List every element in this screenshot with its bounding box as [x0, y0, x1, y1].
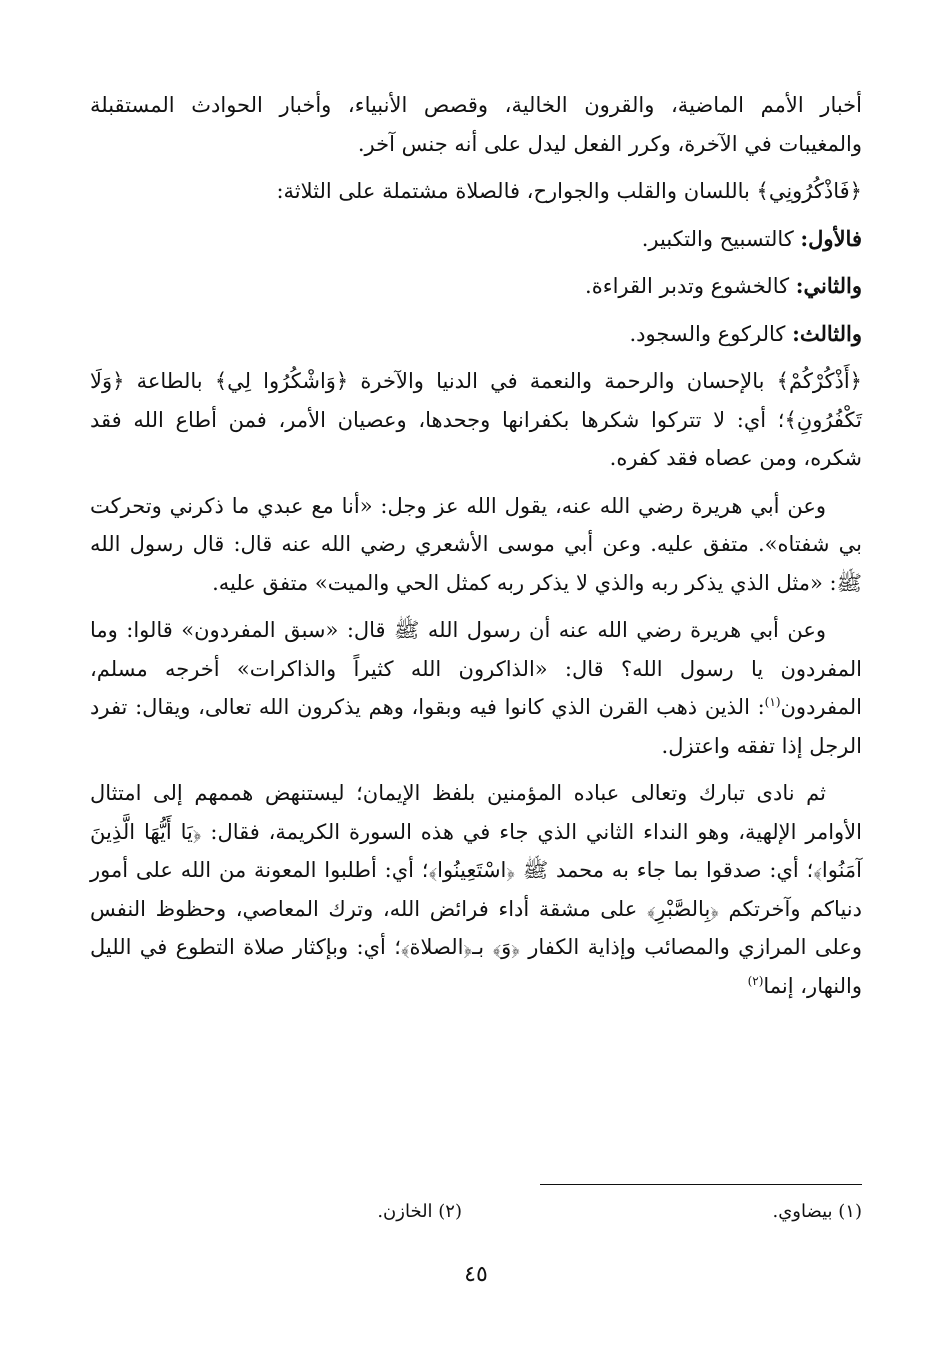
paragraph-5: [90, 611, 862, 765]
main-text: [90, 86, 862, 1014]
list-item-label: والثاني:: [795, 273, 862, 298]
list-item-text: كالتسبيح والتكبير.: [641, 226, 801, 251]
paragraph-6-text: ثم نادى تبارك وتعالى عباده المؤمنين بلفظ الإيمان؛ ليستنهض هممهم إلى امتثال الأوامر الإلهية، وهو النداء الثاني الذي جاء في هذه السورة الكريمة، فقال: ﴿يَا أَيُّهَا الَّذِينَ آمَنُوا﴾؛ أي: صدقوا بما جاء به محمد ﷺ ﴿اسْتَعِينُوا﴾؛ أي: أطلبوا المعونة من الله على أمور دنياكم وآخرتكم ﴿بِالصَّبْرِ﴾ على مشقة أداء فرائض الله، وترك المعاصي، وحظوظ النفس وعلى المرازي والمصائب وإذاية الكفار ﴿وَ﴾ بـ﴿الصلاة﴾؛ أي: وبإكثار صلاة التطوع في الليل والنهار، إنما: [90, 781, 862, 998]
page-number: ٤٥: [464, 1262, 488, 1287]
list-item-text: كالركوع والسجود.: [629, 321, 793, 346]
list-item-label: فالأول:: [800, 225, 862, 251]
footnote-reference-1: (١): [764, 695, 781, 709]
paragraph-6: [90, 774, 862, 1005]
footnote-1: (١) بيضاوي.: [772, 1201, 862, 1222]
paragraph-5-text-end: : الذين ذهب القرن الذي كانوا فيه وبقوا، وهم يذكرون الله تعالى، ويقال: تفرد الرجل إذا تفقه واعتزل.: [90, 695, 862, 758]
paragraph-3: ﴿أَذْكُرْكُمْ﴾ بالإحسان والرحمة والنعمة في الدنيا والآخرة ﴿وَاشْكُرُوا لِي﴾ بالطاعة ﴿وَلَا تَكْفُرُونِ﴾؛ أي: لا تتركوا شكرها بكفرانها وجحدها، وعصيان الأمر، فمن أطاع الله فقد شكره، ومن عصاه فقد كفره.: [90, 369, 862, 470]
list-item-third: [90, 315, 862, 354]
footnote-reference-2: (٢): [747, 973, 764, 988]
paragraph-4: وعن أبي هريرة رضي الله عنه، يقول الله عز وجل: «أنا مع عبدي ما ذكرني وتحركت بي شفتاه». متفق عليه. وعن أبي موسى الأشعري رضي الله عنه قال: قال رسول الله ﷺ: «مثل الذي يذكر ربه والذي لا يذكر ربه كمثل الحي والميت» متفق عليه.: [90, 493, 862, 595]
list-item-text: كالخشوع وتدبر القراءة.: [585, 274, 796, 298]
list-item-second: [90, 267, 862, 306]
footnote-2: (٢) الخازن.: [377, 1201, 462, 1222]
paragraph-5-text-start: وعن أبي هريرة رضي الله عنه أن رسول الله ﷺ قال: «سبق المفردون» قالوا: وما المفردون يا رسول الله؟ قال: «الذاكرون الله كثيراً والذاكرات» أخرجه مسلم، المفردون: [90, 618, 862, 719]
paragraph-2: ﴿فَاذْكُرُونِي﴾ باللسان والقلب والجوارح، فالصلاة مشتملة على الثلاثة:: [276, 179, 862, 203]
list-item-label: والثالث:: [792, 320, 862, 346]
paragraph-1: أخبار الأمم الماضية، والقرون الخالية، وقصص الأنبياء، وأخبار الحوادث المستقبلة والمغيبات في الآخرة، وكرر الفعل ليدل على أنه جنس آخر.: [90, 93, 862, 156]
list-item-first: [90, 220, 862, 259]
footnote-divider: [540, 1184, 862, 1185]
